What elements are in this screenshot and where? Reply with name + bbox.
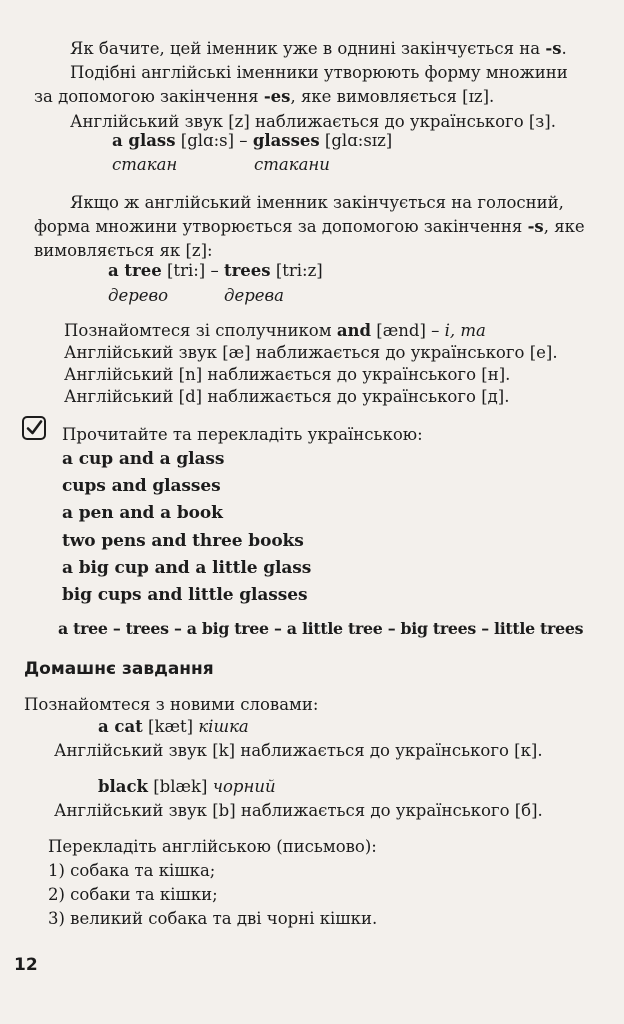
- exercise-item: a pen and a book: [62, 503, 223, 523]
- paragraph-3: Англійський звук [z] наближається до українського [з].: [70, 112, 556, 131]
- translation-glasses: стакани: [254, 155, 330, 174]
- example-glass: a glass [glɑ:s] – glasses [glɑ:sɪz]: [112, 131, 393, 150]
- translation-trees: дерева: [224, 286, 284, 305]
- translation-tree: дерево: [108, 286, 169, 305]
- paragraph-1: Як бачите, цей іменник уже в однині закінчується на -s.: [70, 39, 567, 58]
- checkmark-icon: [22, 416, 46, 440]
- task-item: 1) собака та кішка;: [48, 861, 216, 880]
- paragraph-5-line-1: Познайомтеся зі сполучником and [ænd] – і, та: [64, 321, 486, 340]
- page-number: 12: [14, 955, 38, 975]
- exercise-item: big cups and little glasses: [62, 585, 308, 605]
- homework-task: Перекладіть англійською (письмово):: [48, 837, 377, 856]
- exercise-instruction: Прочитайте та перекладіть українською:: [62, 425, 423, 444]
- note-k: Англійський звук [k] наближається до українського [к].: [54, 741, 543, 760]
- translation-glass: стакан: [112, 155, 178, 174]
- paragraph-4-line-1: Якщо ж англійський іменник закінчується на голосний,: [70, 193, 564, 212]
- exercise-item: two pens and three books: [62, 531, 304, 551]
- note-b: Англійський звук [b] наближається до українського [б].: [54, 801, 543, 820]
- homework-heading: Домашнє завдання: [24, 659, 214, 679]
- paragraph-2-line-1: Подібні англійські іменники утворюють форму множини: [70, 63, 568, 82]
- exercise-item: a cup and a glass: [62, 449, 225, 469]
- paragraph-5-line-3: Англійський [n] наближається до українського [н].: [64, 365, 511, 384]
- paragraph-2-line-2: за допомогою закінчення -es, яке вимовляється [ɪz].: [34, 87, 495, 106]
- exercise-item: cups and glasses: [62, 476, 221, 496]
- exercise-item: a big cup and a little glass: [62, 558, 312, 578]
- paragraph-4-line-3: вимовляється як [z]:: [34, 241, 213, 260]
- word-cat: a cat [kæt] кішка: [98, 717, 249, 736]
- paragraph-5-line-2: Англійський звук [æ] наближається до українського [е].: [64, 343, 558, 362]
- paragraph-5-line-4: Англійський [d] наближається до українського [д].: [64, 387, 510, 406]
- paragraph-4-line-2: форма множини утворюється за допомогою закінчення -s, яке: [34, 217, 585, 236]
- task-item: 3) великий собака та дві чорні кішки.: [48, 909, 378, 928]
- word-black: black [blæk] чорний: [98, 777, 276, 796]
- homework-intro: Познайомтеся з новими словами:: [24, 695, 319, 714]
- task-item: 2) собаки та кішки;: [48, 885, 218, 904]
- example-tree: a tree [tri:] – trees [tri:z]: [108, 261, 323, 280]
- exercise-item: a tree – trees – a big tree – a little tree – big trees – little trees: [58, 619, 584, 638]
